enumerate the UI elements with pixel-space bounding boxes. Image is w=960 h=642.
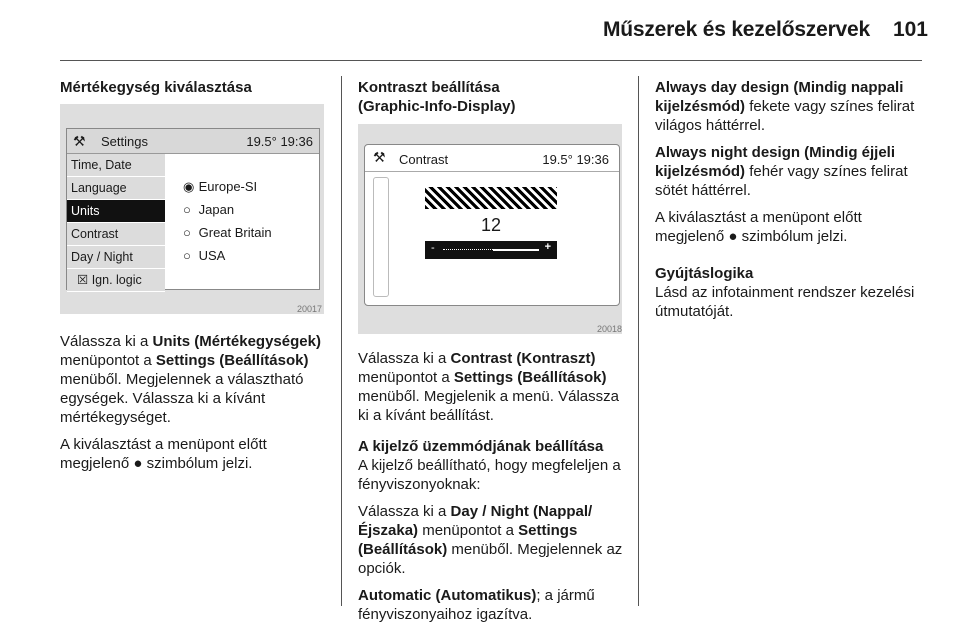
always-day-paragraph: Always day design (Mindig nappali kijelzésmód) fekete vagy színes felirat világos háttérrel. [655, 79, 915, 134]
contrast-screenshot [358, 124, 622, 334]
radio-selected-icon: ◉ [183, 179, 195, 194]
menu-item-language: Language [67, 177, 165, 200]
option-label: Great Britain [198, 225, 272, 240]
section-heading-units: Mértékegység kiválasztása [60, 79, 252, 96]
units-text [60, 332, 322, 481]
option-japan [183, 202, 272, 225]
option-europe-si [183, 179, 272, 202]
display-screen [364, 144, 620, 306]
page-header-title: Műszerek és kezelőszervek [602, 18, 870, 41]
settings-units-screenshot [60, 104, 324, 314]
units-options [183, 179, 272, 271]
selection-paragraph: A kiválasztást a menüpont előtt megjelenő ● szimbólum jelzi. [655, 209, 862, 245]
image-number: 20018 [596, 324, 622, 334]
menu-item-ign-logic-label: Ign. logic [91, 273, 142, 287]
units-paragraph-1: Válassza ki a Units (Mértékegységek) menüpontot a Settings (Beállítások) menüből. Megjelennek a választható egységek. Válassza ki a kívánt mértékegységet. [60, 333, 321, 426]
header-rule [60, 60, 922, 61]
radio-empty-icon: ○ [183, 225, 191, 240]
bullet-symbol: ● [133, 455, 143, 472]
option-usa [183, 248, 272, 271]
side-panel [373, 177, 389, 297]
checkbox-checked-icon: ☒ [77, 273, 89, 287]
column-2 [358, 78, 628, 116]
column-divider-1 [341, 76, 342, 606]
bullet-symbol: ● [728, 228, 738, 245]
slider-track [443, 249, 493, 250]
menu-item-time-date: Time, Date [67, 154, 165, 177]
menu-item-contrast: Contrast [67, 223, 165, 246]
contrast-value: 12 [480, 215, 502, 235]
screen-header [365, 145, 619, 172]
option-label: USA [198, 248, 226, 263]
section-heading-contrast: Kontraszt beállítása (Graphic-Info-Display) [358, 79, 516, 115]
screen-title: Contrast [399, 152, 449, 167]
settings-wrench-icon: ⚒ [373, 149, 386, 165]
page-number: 101 [892, 18, 928, 41]
menu-item-day-night: Day / Night [67, 246, 165, 269]
slider-fill [493, 249, 539, 251]
day-night-paragraph: Válassza ki a Day / Night (Nappal/ Éjszaka) menüpontot a Settings (Beállítások) menüből. Megjelennek az opciók. [358, 503, 623, 577]
section-heading-ignition-logic: Gyújtáslogika [655, 265, 754, 282]
contrast-paragraph-1: Válassza ki a Contrast (Kontraszt) menüpontot a Settings (Beállítások) menüből. Megjelenik a menü. Válassza ki a kívánt beállítást. [358, 350, 619, 424]
image-number: 20017 [296, 304, 322, 314]
contrast-text [358, 349, 628, 632]
menu-item-ign-logic [67, 269, 165, 292]
option-label: Europe-SI [198, 179, 258, 194]
settings-wrench-icon: ⚒ [73, 133, 86, 149]
display-screen [66, 128, 320, 290]
contrast-slider [425, 241, 557, 259]
automatic-paragraph: Automatic (Automatikus); a jármű fényviszonyaihoz igazítva. [358, 587, 595, 623]
plus-icon: + [544, 241, 551, 253]
radio-empty-icon: ○ [183, 248, 191, 263]
temp-time-readout: 19.5° 19:36 [246, 134, 313, 149]
option-great-britain [183, 225, 272, 248]
screen-header [67, 129, 319, 154]
column-1 [60, 78, 322, 97]
units-paragraph-2: A kiválasztást a menüpont előtt megjelenő ● szimbólum jelzi. [60, 436, 267, 472]
minus-icon: - [431, 242, 435, 254]
column-divider-2 [638, 76, 639, 606]
option-label: Japan [198, 202, 235, 217]
ignition-logic-paragraph: Lásd az infotainment rendszer kezelési útmutatóját. [655, 284, 915, 320]
column-3 [655, 78, 923, 329]
contrast-test-pattern [425, 187, 557, 209]
display-mode-paragraph: A kijelző beállítható, hogy megfeleljen a fényviszonyoknak: [358, 457, 621, 493]
radio-empty-icon: ○ [183, 202, 191, 217]
temp-time-readout: 19.5° 19:36 [542, 152, 609, 167]
screen-title: Settings [101, 134, 148, 149]
always-night-paragraph: Always night design (Mindig éjjeli kijelzésmód) fehér vagy színes felirat sötét háttérrel. [655, 144, 908, 199]
settings-menu [67, 154, 165, 292]
section-heading-display-mode: A kijelző üzemmódjának beállítása [358, 438, 604, 455]
menu-item-units: Units [67, 200, 165, 223]
